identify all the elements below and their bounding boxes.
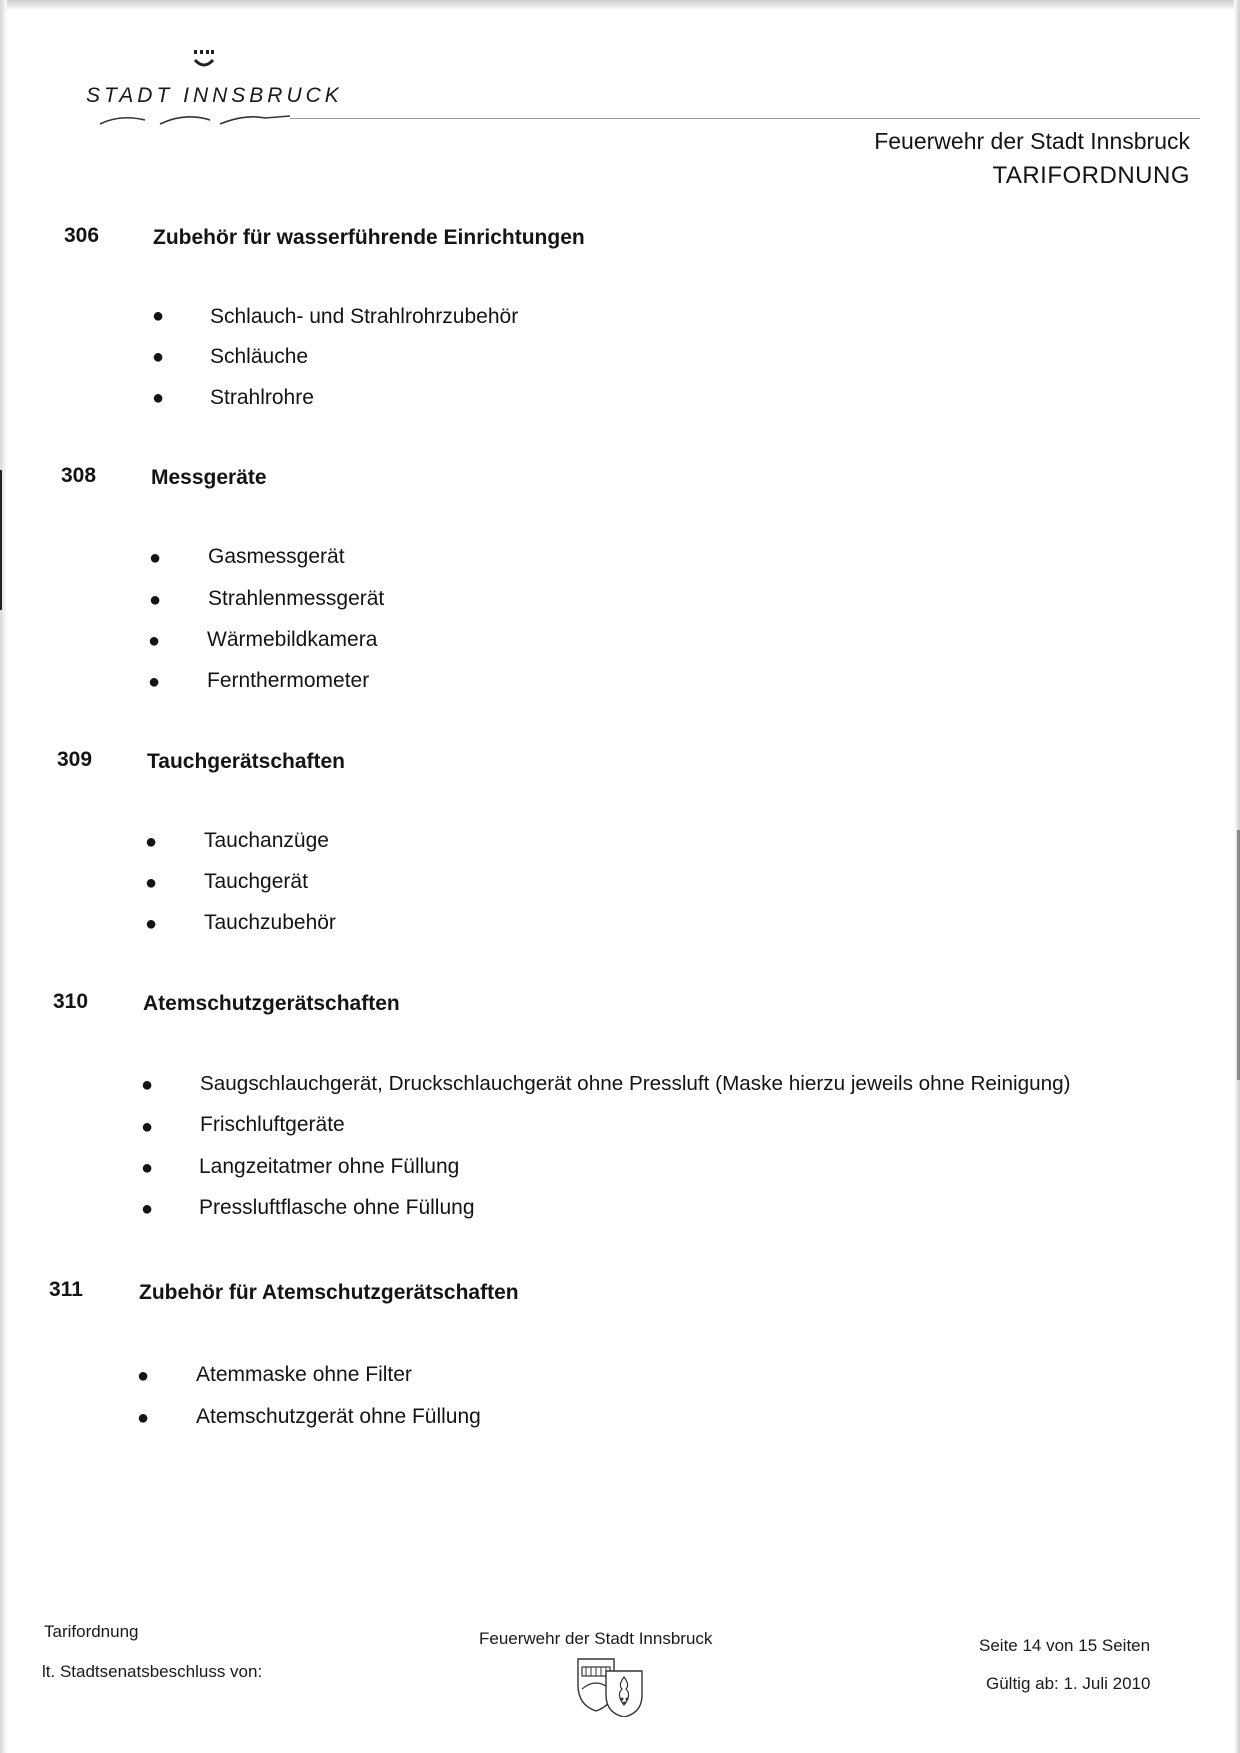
bullet-icon: ●: [141, 1157, 154, 1179]
river-waves-icon: [100, 110, 300, 128]
document-title: TARIFORDNUNG: [992, 162, 1190, 189]
bullet-icon: ●: [152, 346, 165, 368]
section-title: Atemschutzgerätschaften: [143, 992, 400, 1015]
list-item: Fernthermometer: [207, 669, 370, 692]
section-number: 308: [61, 464, 97, 487]
bullet-icon: ●: [145, 913, 158, 935]
list-item: Schläuche: [210, 345, 309, 368]
scan-edge-left: [0, 0, 7, 1753]
list-item: Saugschlauchgerät, Druckschlauchgerät ohne Pressluft (Maske hierzu jeweils ohne Reinigung): [200, 1072, 1071, 1095]
list-item: Tauchzubehör: [204, 911, 336, 934]
list-item: Wärmebildkamera: [207, 628, 378, 651]
bullet-icon: ●: [149, 589, 162, 611]
scan-mark-left: [0, 470, 2, 610]
list-item: Schlauch- und Strahlrohrzubehör: [210, 305, 519, 328]
organization-title: Feuerwehr der Stadt Innsbruck: [874, 128, 1190, 154]
section-title: Tauchgerätschaften: [147, 750, 345, 773]
list-item: Tauchanzüge: [204, 829, 329, 852]
bullet-icon: ●: [145, 872, 158, 894]
list-item: Strahlrohre: [210, 386, 314, 409]
section-number: 311: [49, 1278, 83, 1301]
footer-left-line2: lt. Stadtsenatsbeschluss von:: [42, 1662, 263, 1681]
list-item: Pressluftflasche ohne Füllung: [199, 1196, 475, 1219]
section-number: 306: [64, 224, 100, 247]
scan-edge-top: [0, 0, 1240, 9]
bullet-icon: ●: [141, 1198, 154, 1220]
crown-icon: [192, 48, 216, 72]
bullet-icon: ●: [141, 1074, 154, 1096]
section-title: Messgeräte: [151, 466, 267, 489]
header-rule: [290, 118, 1200, 119]
list-item: Strahlenmessgerät: [208, 587, 385, 610]
bullet-icon: ●: [152, 387, 165, 409]
logo-text: STADT INNSBRUCK: [86, 84, 343, 107]
bullet-icon: ●: [148, 671, 161, 693]
bullet-icon: ●: [137, 1365, 150, 1387]
footer-page-number: Seite 14 von 15 Seiten: [979, 1636, 1151, 1655]
bullet-icon: ●: [148, 630, 161, 652]
list-item: Frischluftgeräte: [200, 1113, 345, 1136]
list-item: Tauchgerät: [204, 870, 308, 893]
bullet-icon: ●: [152, 305, 165, 327]
bullet-icon: ●: [145, 831, 158, 853]
section-number: 310: [53, 990, 89, 1013]
list-item: Langzeitatmer ohne Füllung: [199, 1155, 460, 1178]
footer-left-line1: Tarifordnung: [44, 1622, 139, 1641]
footer-center: Feuerwehr der Stadt Innsbruck: [479, 1629, 713, 1648]
section-title: Zubehör für Atemschutzgerätschaften: [139, 1281, 519, 1304]
list-item: Atemschutzgerät ohne Füllung: [196, 1405, 481, 1428]
bullet-icon: ●: [141, 1116, 154, 1138]
list-item: Gasmessgerät: [208, 545, 345, 568]
bullet-icon: ●: [137, 1407, 150, 1429]
footer-valid-from: Gültig ab: 1. Juli 2010: [986, 1674, 1151, 1693]
bullet-icon: ●: [149, 547, 162, 569]
coat-of-arms-icon: [576, 1655, 646, 1717]
list-item: Atemmaske ohne Filter: [196, 1363, 412, 1386]
section-title: Zubehör für wasserführende Einrichtungen: [153, 226, 585, 249]
section-number: 309: [57, 748, 93, 771]
